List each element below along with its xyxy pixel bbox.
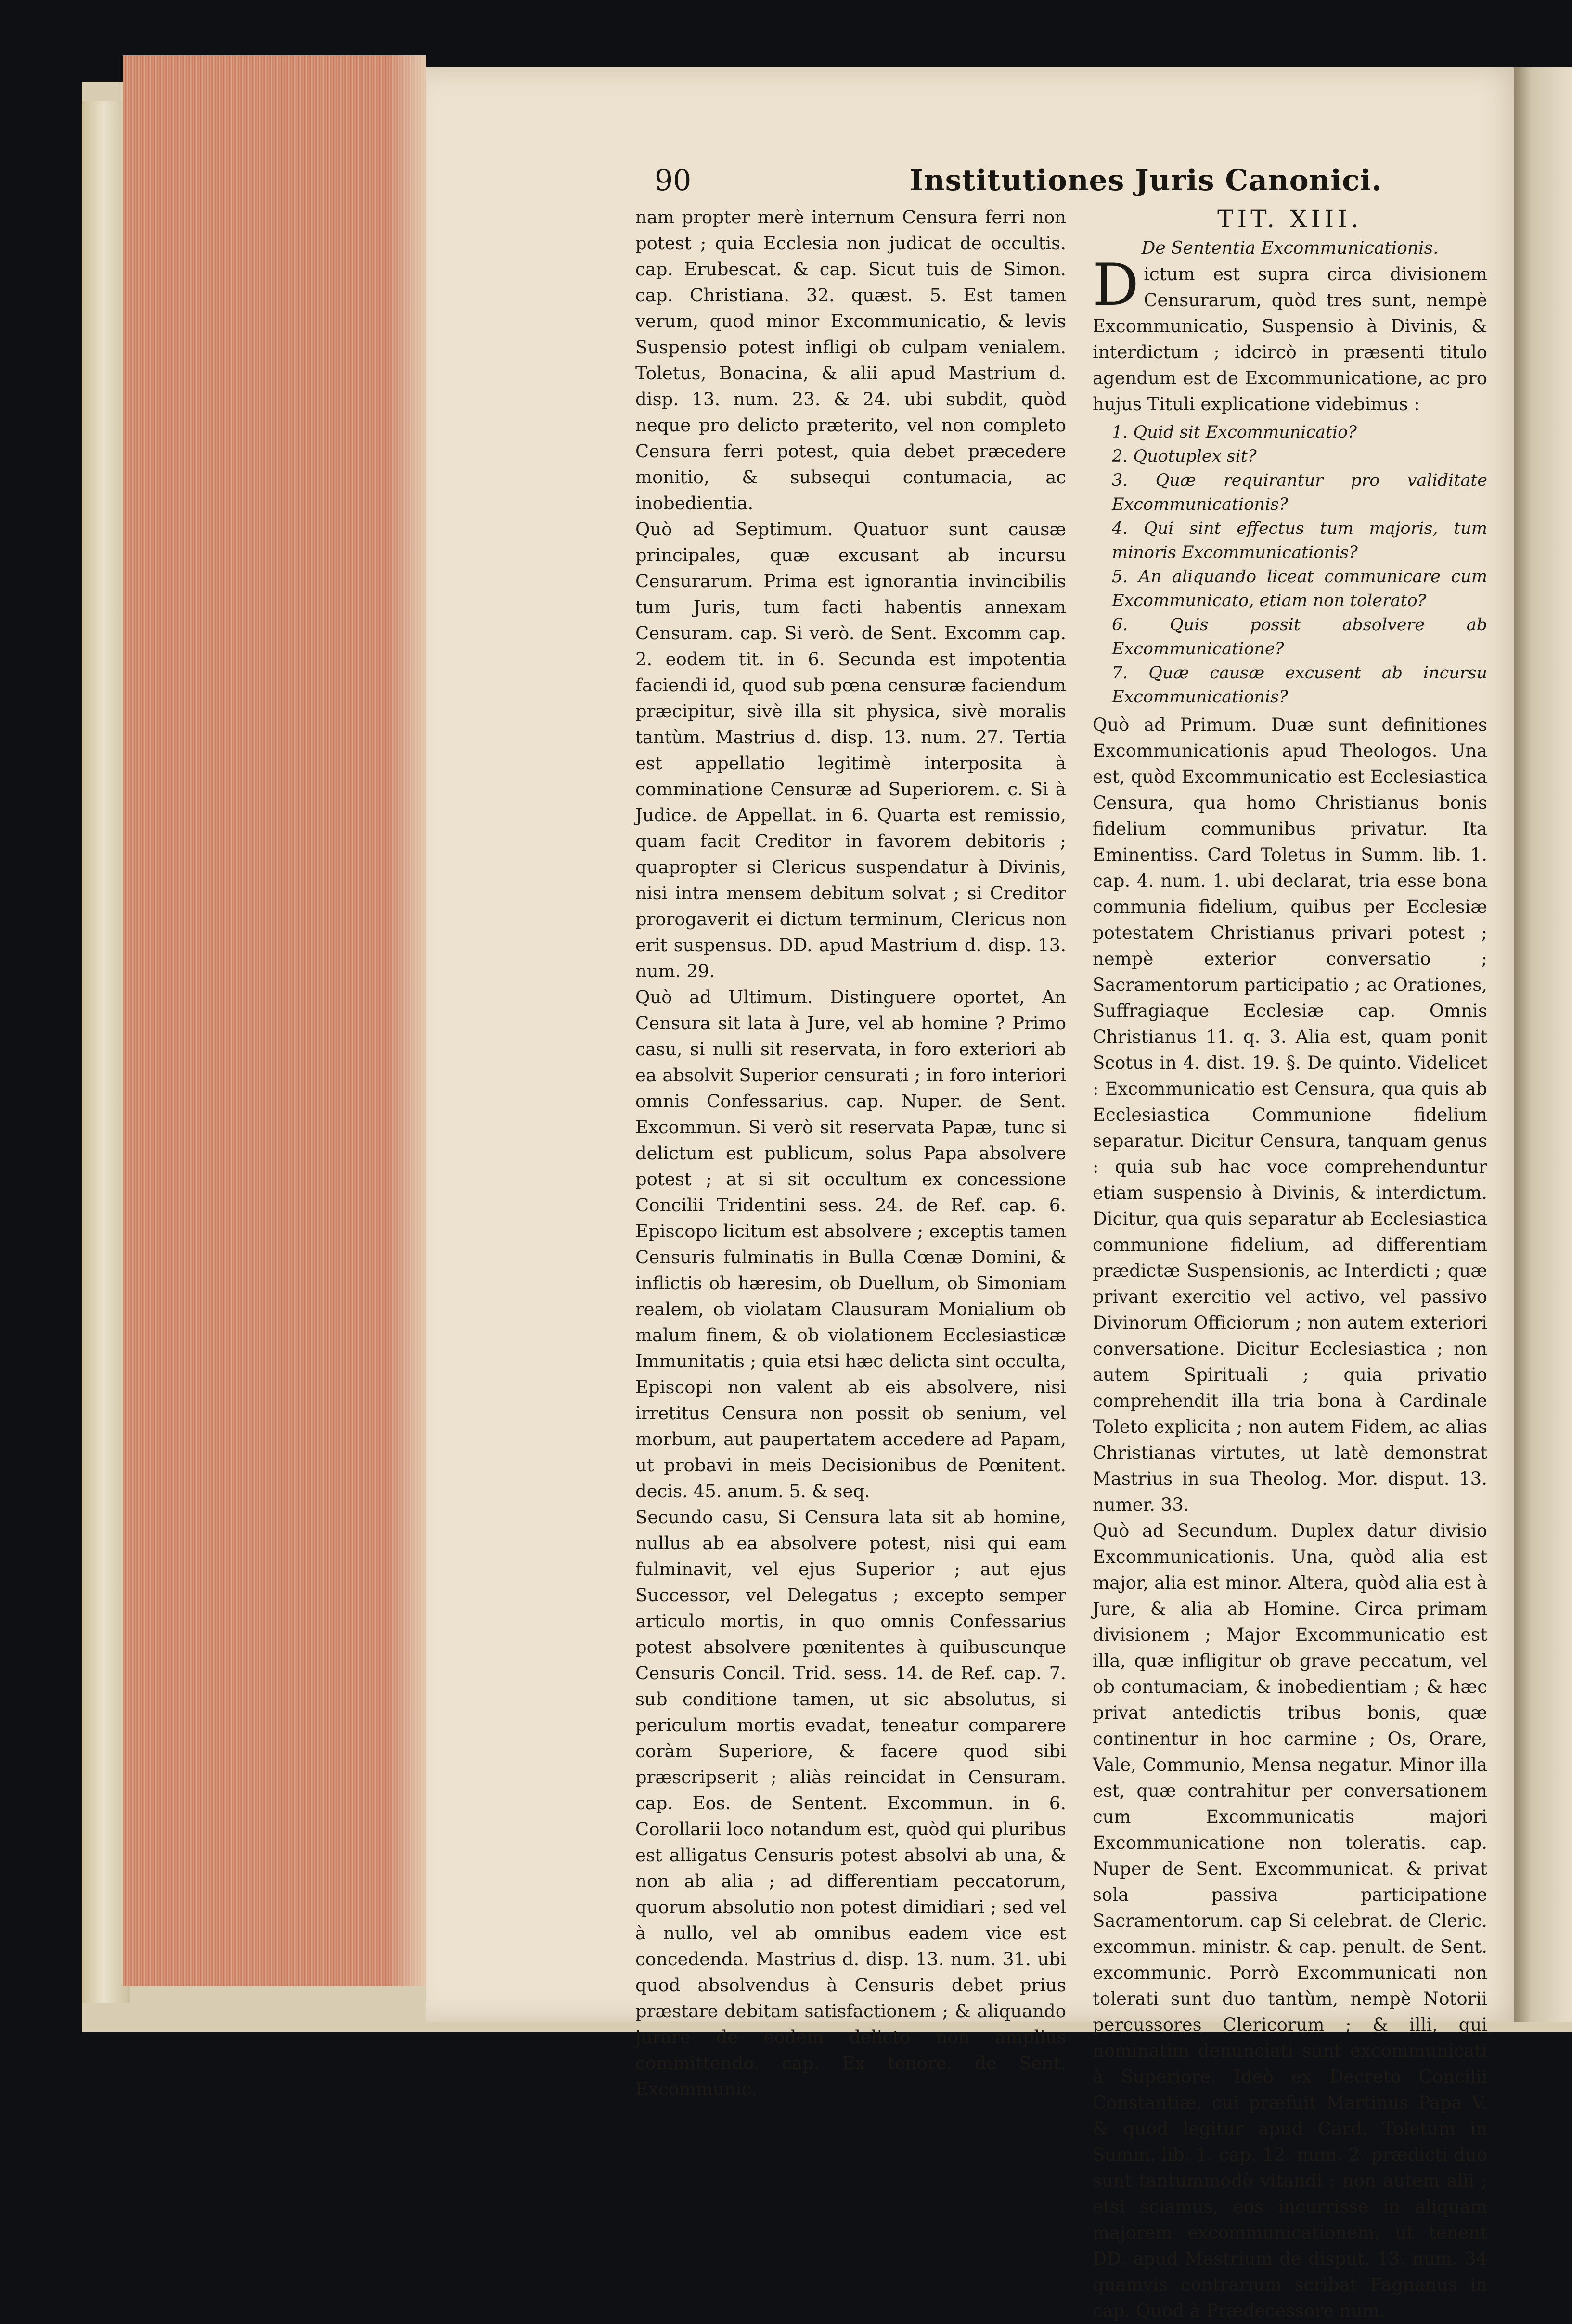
right-paragraph: Quò ad Secundum. Duplex datur divisio Excommunicationis. Una, quòd alia est major, alia est minor. Altera, quòd alia est à Jure, & alia ab Homine. Circa primam divisionem ; Major Excommunicatio est illa, quæ infligitur ob grave peccatum, vel ob contumaciam, & inobedientiam ; & hæc privat antedictis tribus bonis, quæ continentur in hoc carmine ; Os, Orare, Vale, Communio, Mensa negatur. Minor illa est, quæ contrahitur per conversationem cum Excommunicatis majori Excommunicatione non toleratis. cap. Nuper de Sent. Excommunicat. & privat sola passiva participatione Sacramentorum. cap Si celebrat. de Cleric. excommun. ministr. & cap. penult. de Sent. excommunic. Porrò Excommunicati non tolerati sunt duo tantùm, nempè Notorii percussores Clericorum ; & illi, qui nominatim denunciati sunt excommunicati à Superiore. Ideò ex Decreto Concilii Constantiæ, cui præfuit Martinus Papa V. & quod legitur apud Card. Toletum in Summ. lib. 1. cap. 12. num. 2. prædicti duo sunt tantummodò vitandi ; non autem alii ; etsi sciamus, eos incurrisse in aliquam majorem excommunicationem, ut tenent DD. apud Mastrium de disput. 13. num. 34 quamvis contrarium scribat Fagnanus in cap. Quod à Prædecessore num. — [1093, 1520, 1487, 2321]
question-item: 3. Quæ requirantur pro validitate Excommunicationis? — [1112, 471, 1487, 514]
question-item: 2. Quotuplex sit? — [1112, 447, 1257, 466]
right-column — [1093, 205, 1487, 2324]
right-paragraph: Quò ad Primum. Duæ sunt definitiones Excommunicationis apud Theologos. Una est, quòd Excommunicatio est Ecclesiastica Censura, qua homo Christianus bonis fidelium communibus privatur. Ita Eminentiss. Card Toletus in Summ. lib. 1. cap. 4. num. 1. ubi declarat, tria esse bona communia fidelium, quibus per Ecclesiæ potestatem Christianus privari potest ; nempè exterior conversatio ; Sacramentorum participatio ; ac Orationes, Suffragiaque Ecclesiæ cap. Omnis Christianus 11. q. 3. Alia est, quam ponit Scotus in 4. dist. 19. §. De quinto. Videlicet : Excommunicatio est Censura, qua quis ab Ecclesiastica Communione fidelium separatur. Dicitur Censura, tanquam genus : quia sub hac voce comprehenduntur etiam suspensio à Divinis, & interdictum. Dicitur, qua quis separatur ab Ecclesiastica communione fidelium, ad differentiam prædictæ Suspensionis, ac Interdicti ; quæ privant exercitio vel activo, vel passivo Divinorum Officiorum ; non autem exteriori conversatione. Dicitur Ecclesiastica ; non autem Spirituali ; quia privatio comprehendit illa tria bona à Cardinale Toleto explicita ; non autem Fidem, ac alias Christianas virtutes, ut latè demonstrat Mastrius in sua Theolog. Mor. disput. 13. numer. 33. — [1093, 714, 1487, 1515]
question-item: 5. An aliquando liceat communicare cum Excommunicato, etiam non tolerato? — [1112, 567, 1487, 610]
left-column — [635, 205, 1066, 2103]
intro-paragraph: Dictum est supra circa divisionem Censurarum, quòd tres sunt, nempè Excommunicatio, Suspensio à Divinis, & interdictum ; idcircò in præsenti titulo agendum est de Excommunicatione, ac pro hujus Tituli explicatione videbimus : — [1093, 252, 1487, 415]
question-item: 6. Quis possit absolvere ab Excommunicatione? — [1112, 615, 1487, 659]
question-item: 4. Qui sint effectus tum majoris, tum minoris Excommunicationis? — [1112, 519, 1487, 562]
title-heading: TIT. XIII. — [1217, 205, 1363, 233]
running-head — [640, 164, 1382, 207]
left-paragraph: Quò ad Ultimum. Distinguere oportet, An Censura sit lata à Jure, vel ab homine ? Primo casu, si nulli sit reservata, in foro exteriori ab ea absolvit Superior censurati ; in foro interiori omnis Confessarius. cap. Nuper. de Sent. Excommun. Si verò sit reservata Papæ, tunc si delictum est publicum, solus Papa absolvere potest ; at si sit occultum ex concessione Concilii Tridentini sess. 24. de Ref. cap. 6. Episcopo licitum est absolvere ; exceptis tamen Censuris fulminatis in Bulla Cœnæ Domini, & inflictis ob hæresim, ob Duellum, ob Simoniam realem, ob violatam Clausuram Monialium ob malum finem, & ob violationem Ecclesiasticæ Immunitatis ; quia etsi hæc delicta sint occulta, Episcopi non valent ab eis absolvere, nisi irretitus Censura non possit ob senium, vel morbum, aut paupertatem accedere ad Papam, ut probavi in meis Decisionibus de Pœnitent. decis. 45. anum. 5. & seq. — [635, 987, 1066, 1502]
page-number: 90 — [655, 164, 692, 197]
question-list — [1093, 420, 1487, 709]
question-item: 1. Quid sit Excommunicatio? — [1112, 423, 1357, 442]
left-paragraph: Quò ad Septimum. Quatuor sunt causæ principales, quæ excusant ab incursu Censurarum. Prima est ignorantia invincibilis tum Juris, tum facti habentis annexam Censuram. cap. Si verò. de Sent. Excomm cap. 2. eodem tit. in 6. Secunda est impotentia faciendi id, quod sub pœna censuræ faciendum præcipitur, sivè illa sit physica, sivè moralis tantùm. Mastrius d. disp. 13. num. 27. Tertia est appellatio legitimè interposita à comminatione Censuræ ad Superiorem. c. Si à Judice. de Appellat. in 6. Quarta est remissio, quam facit Creditor in favorem debitoris ; quapropter si Clericus suspendatur à Divinis, nisi intra mensem debitum solvat ; si Creditor prorogaverit ei dictum terminum, Clericus non erit suspensus. DD. apud Mastrium d. disp. 13. num. 29. — [635, 519, 1066, 982]
page-fore-edge — [123, 55, 426, 1986]
left-paragraph: nam propter merè internum Censura ferri non potest ; quia Ecclesia non judicat de occultis. cap. Erubescat. & cap. Sicut tuis de Simon. cap. Christiana. 32. quæst. 5. Est tamen verum, quod minor Excommunicatio, & levis Suspensio potest infligi ob culpam venialem. Toletus, Bonacina, & alii apud Mastrium d. disp. 13. num. 23. & 24. ubi subdit, quòd neque pro delicto præterito, vel non completo Censura ferri potest, quia debet præcedere monitio, & subsequi contumacia, ac inobedientia. — [635, 207, 1066, 514]
page-gutter — [1514, 67, 1572, 2022]
question-item: 7. Quæ causæ excusent ab incursu Excommunicationis? — [1112, 663, 1487, 707]
running-title: Institutiones Juris Canonici. — [910, 164, 1382, 197]
fore-edge-shadow — [387, 55, 426, 1986]
left-paragraph: Secundo casu, Si Censura lata sit ab homine, nullus ab ea absolvere potest, nisi qui eam fulminavit, vel ejus Superior ; aut ejus Successor, vel Delegatus ; excepto semper articulo mortis, in quo omnis Confessarius potest absolvere pœnitentes à quibuscunque Censuris Concil. Trid. sess. 14. de Ref. cap. 7. sub conditione tamen, ut sic absolutus, si periculum mortis evadat, teneatur comparere coràm Superiore, & facere quod sibi præscripserit ; aliàs reincidat in Censuram. cap. Eos. de Sentent. Excommun. in 6. Corollarii loco notandum est, quòd qui pluribus est alligatus Censuris potest absolvi ab una, & non ab alia ; ad differentiam peccatorum, quorum absolutio non potest dimidiari ; sed vel à nullo, vel ab omnibus eadem vice est concedenda. Mastrius d. disp. 13. num. 31. ubi quod absolvendus à Censuris debet prius præstare debitam satisfactionem ; & aliquando jurare de eodem delicto non amplius committendo. cap. Ex tenore. de Sent. Excommunic. — [635, 1507, 1066, 2100]
title-subtitle: De Sententia Excommunicationis. — [1141, 238, 1439, 258]
